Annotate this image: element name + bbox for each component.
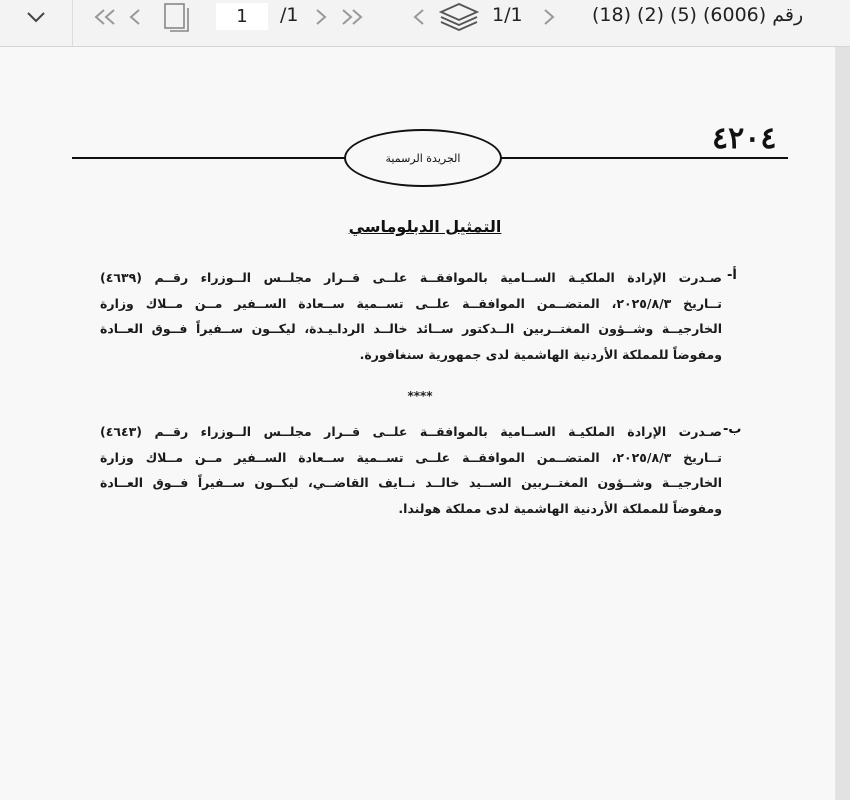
previous-page-button[interactable] [124, 0, 146, 34]
list-item [100, 265, 722, 367]
double-chevron-right-icon[interactable] [336, 0, 368, 34]
paragraph-line: ومفوضاً للمملكة الأردنية الهاشمية لدى مملكة هولندا. [398, 500, 722, 516]
previous-layer-button[interactable] [408, 0, 430, 34]
item-separator: **** [407, 389, 433, 403]
header-rule-right [500, 157, 788, 159]
layers-icon[interactable] [434, 0, 484, 34]
document-title: رقم (6006) (5) (2) (18) [592, 4, 804, 26]
double-chevron-left-icon[interactable] [90, 0, 120, 34]
document-viewer[interactable] [0, 47, 850, 800]
page-icon[interactable] [160, 0, 194, 34]
paragraph-line: الخارجيــة وشــؤون المغتــربين الســيد خالــد نــايف القاضــي، ليكــون ســفيراً فــوق العــادة [100, 475, 722, 490]
pdf-page [0, 47, 835, 800]
item-marker: ب- [723, 422, 742, 437]
section-heading: التمثيل الدبلوماسي [348, 217, 502, 236]
paragraph-line: صـدرت الإرادة الملكيـة الســامية بالموافقــة علــى قــرار مجلــس الــوزراء رقــم (٤٦٤٣) [100, 424, 722, 439]
chevron-right-icon [542, 8, 556, 26]
paragraph-line: تــاريخ ٢٠٢٥/٨/٣، المتضــمن الموافقــة علــى تســمية ســعادة الســفير مــن مــلاك وزارة [100, 449, 722, 465]
page-total-label: /1 [280, 4, 299, 26]
toolbar-divider [72, 0, 73, 46]
page-number-input[interactable] [216, 3, 268, 30]
paragraph-line: تــاريخ ٢٠٢٥/٨/٣، المتضــمن الموافقــة علــى تســمية ســعادة الســفير مــن مــلاك وزارة [100, 295, 722, 311]
gazette-name: الجريدة الرسمية [385, 151, 461, 165]
next-layer-button[interactable] [538, 0, 560, 34]
header-rule-left [72, 157, 346, 159]
next-page-button[interactable] [310, 0, 332, 34]
page-number: ٤٢٠٤ [712, 121, 777, 156]
vertical-scrollbar[interactable] [836, 47, 850, 800]
list-item [100, 419, 722, 521]
layer-count-label: 1/1 [492, 4, 523, 26]
paragraph-line: صـدرت الإرادة الملكيـة الســامية بالموافقــة علــى قــرار مجلــس الــوزراء رقــم (٤٦٣٩) [100, 270, 722, 285]
paragraph-line: ومفوضاً للمملكة الأردنية الهاشمية لدى جمهورية سنغافورة. [359, 346, 722, 362]
chevron-left-icon [128, 8, 142, 26]
paragraph-line: الخارجيــة وشــؤون المغتــربين الــدكتور ســائد خالــد الرداـيـدة، ليكــون ســفيراً فــوق العــادة [100, 321, 722, 336]
item-marker: أ- [727, 268, 737, 283]
chevron-down-icon[interactable] [18, 0, 54, 34]
gazette-seal [344, 129, 502, 187]
pdf-toolbar [0, 0, 850, 47]
chevron-left-icon [412, 8, 426, 26]
chevron-right-icon [314, 8, 328, 26]
